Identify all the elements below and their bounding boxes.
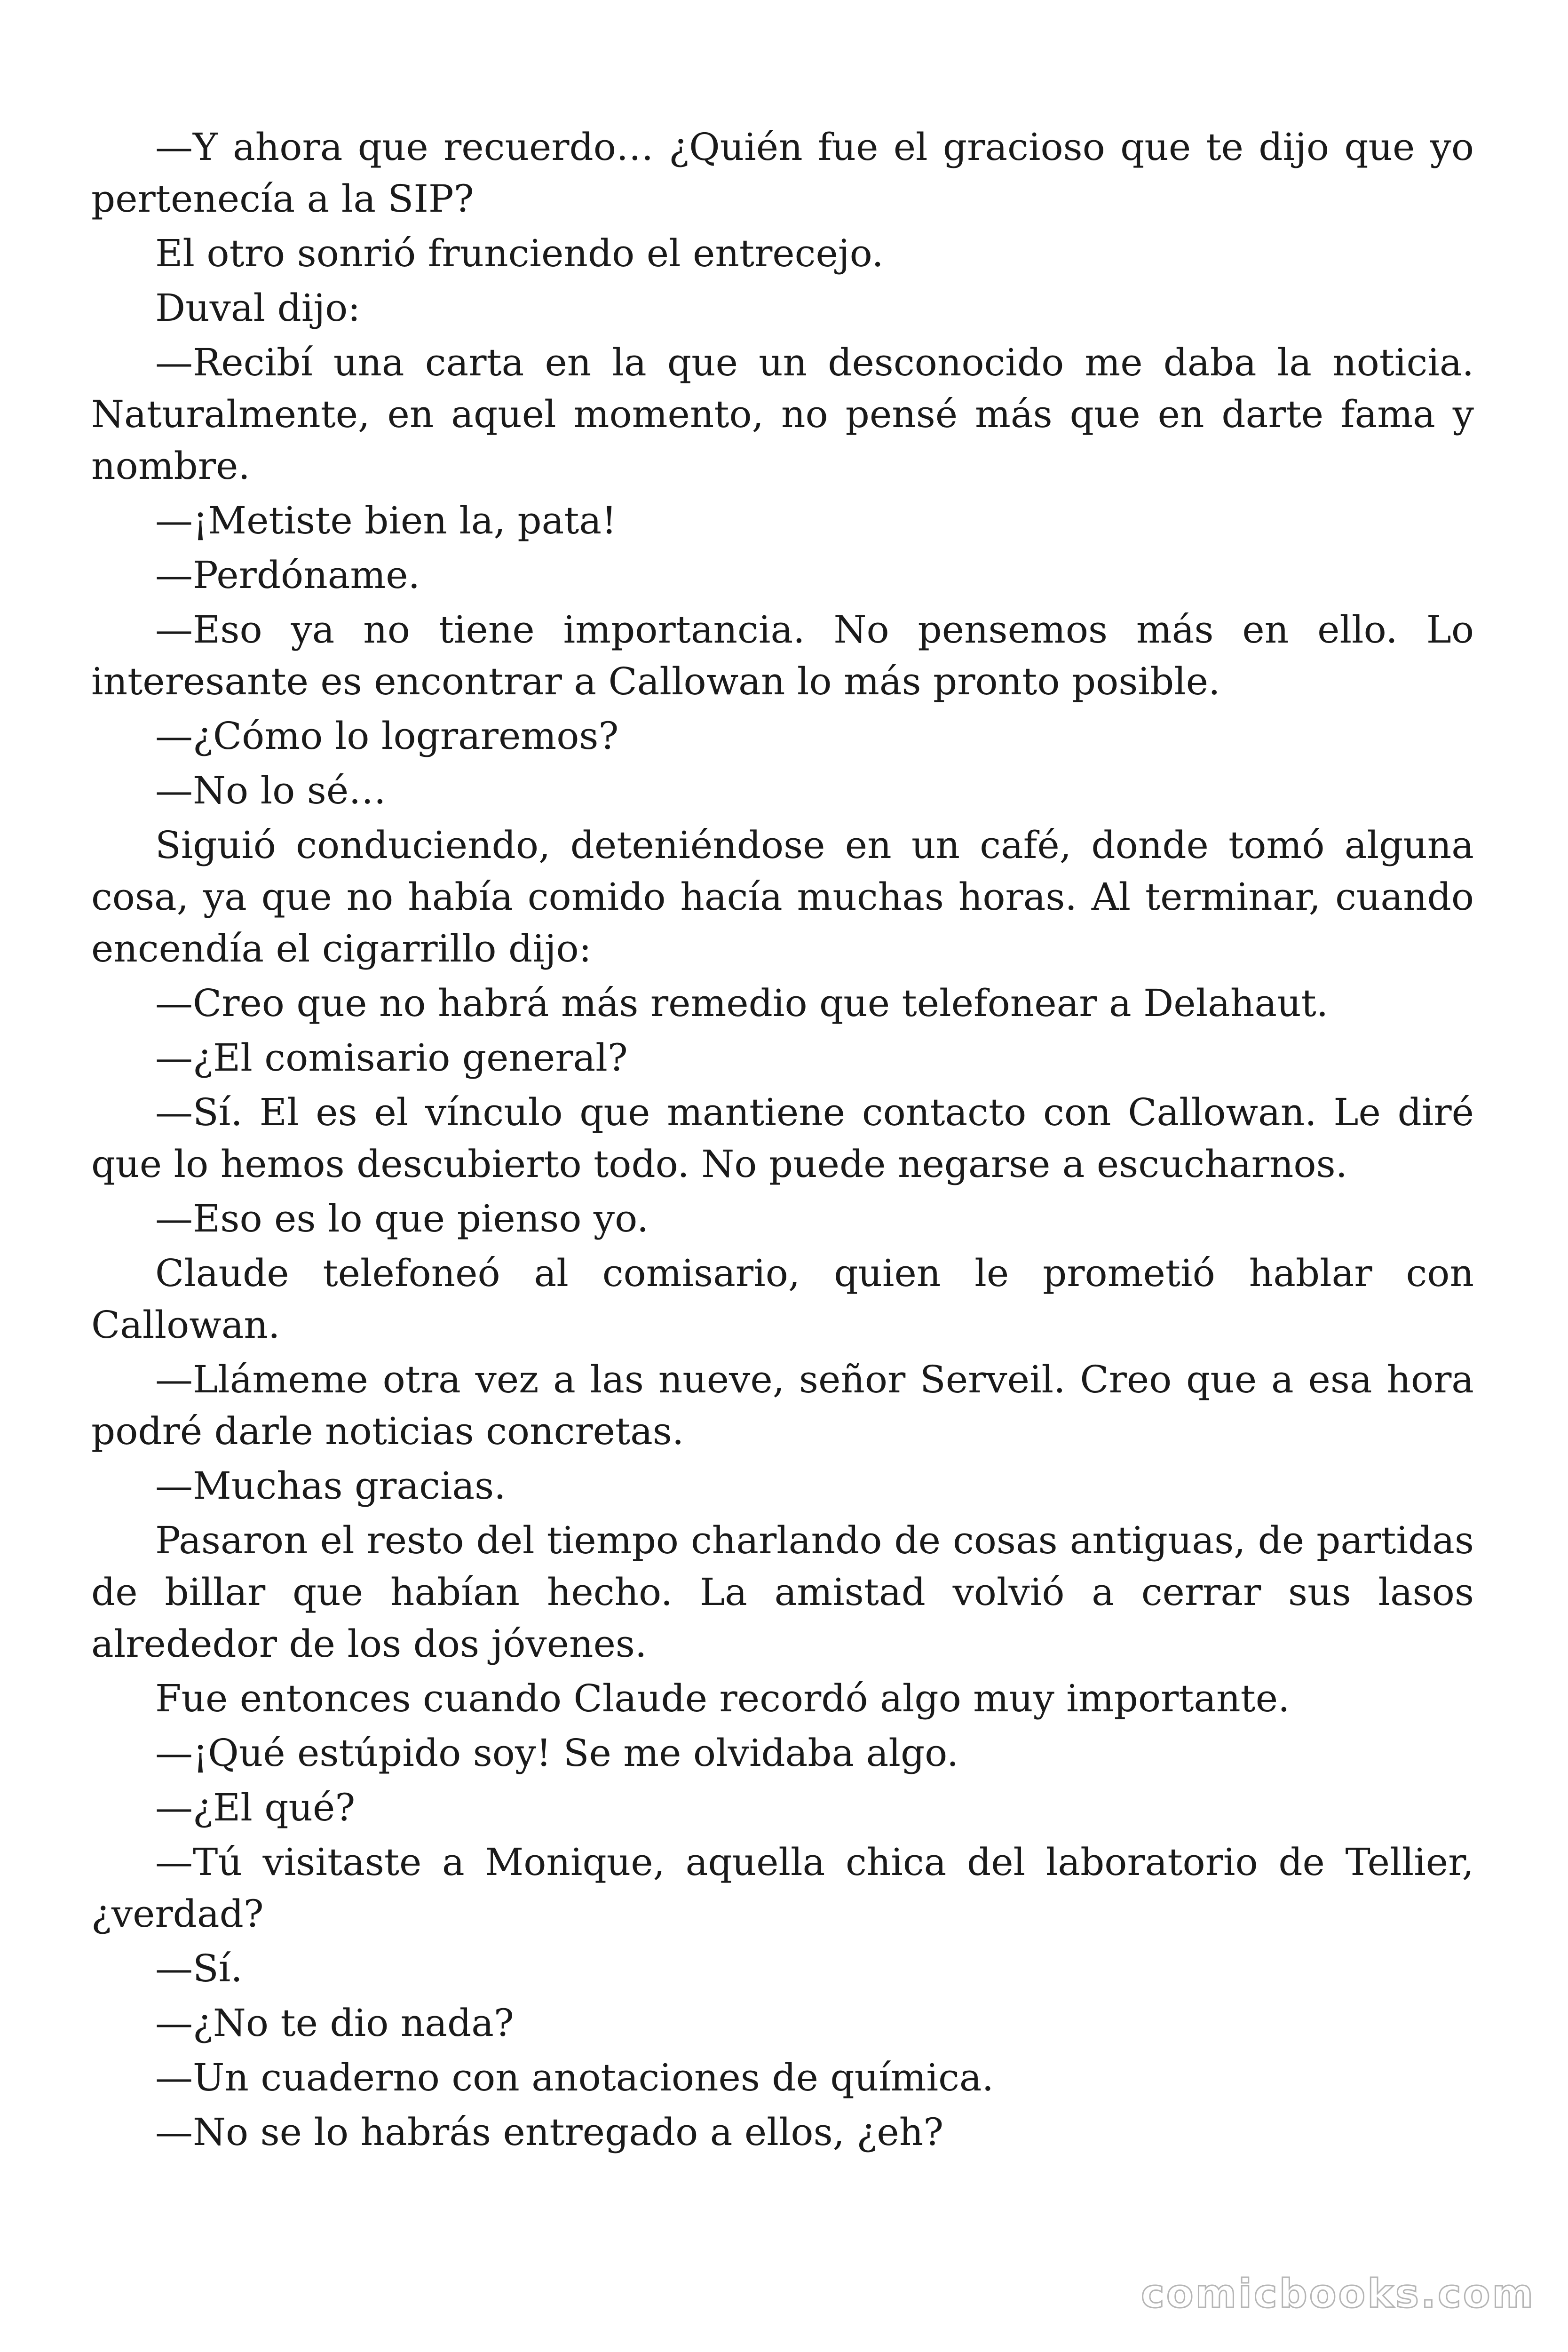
paragraph: —¿No te dio nada? — [155, 2001, 514, 2045]
paragraph: —Y ahora que recuerdo… ¿Quién fue el gracioso que te dijo que yo pertenecía a la SIP? — [91, 125, 1474, 221]
paragraph: —Perdóname. — [155, 553, 420, 597]
paragraph: —¿Cómo lo lograremos? — [155, 714, 619, 758]
paragraph: —¿El qué? — [155, 1786, 356, 1829]
paragraph: —Un cuaderno con anotaciones de química. — [155, 2056, 994, 2099]
paragraph: —Tú visitaste a Monique, aquella chica del laboratorio de Tellier, ¿verdad? — [91, 1840, 1474, 1936]
paragraph: —¡Metiste bien la, pata! — [155, 499, 617, 542]
paragraph: Claude telefoneó al comisario, quien le prometió hablar con Callowan. — [91, 1251, 1474, 1347]
paragraph: —Muchas gracias. — [155, 1464, 506, 1508]
page-text — [91, 121, 1474, 2161]
paragraph: —Sí. — [155, 1947, 243, 1990]
paragraph: —Eso ya no tiene importancia. No pensemos más en ello. Lo interesante es encontrar a Callowan lo más pronto posible. — [91, 608, 1474, 703]
paragraph: —No lo sé… — [155, 769, 387, 812]
paragraph: Siguió conduciendo, deteniéndose en un café, donde tomó alguna cosa, ya que no había comido hacía muchas horas. Al terminar, cuando encendía el cigarrillo dijo: — [91, 823, 1474, 970]
paragraph: —¡Qué estúpido soy! Se me olvidaba algo. — [155, 1731, 959, 1775]
paragraph: Fue entonces cuando Claude recordó algo muy importante. — [155, 1677, 1290, 1720]
watermark: comicbooks.com — [1141, 2271, 1535, 2317]
paragraph: —No se lo habrás entregado a ellos, ¿eh? — [155, 2110, 944, 2154]
paragraph: Duval dijo: — [155, 286, 361, 330]
paragraph: —Recibí una carta en la que un desconocido me daba la noticia. Naturalmente, en aquel momento, no pensé más que en darte fama y nombre. — [91, 341, 1474, 488]
paragraph: —Creo que no habrá más remedio que telefonear a Delahaut. — [155, 981, 1329, 1025]
paragraph: El otro sonrió frunciendo el entrecejo. — [155, 231, 884, 275]
paragraph: —Eso es lo que pienso yo. — [155, 1197, 649, 1240]
paragraph: —¿El comisario general? — [155, 1036, 628, 1080]
paragraph: —Llámeme otra vez a las nueve, señor Serveil. Creo que a esa hora podré darle noticias concretas. — [91, 1358, 1474, 1453]
paragraph: —Sí. El es el vínculo que mantiene contacto con Callowan. Le diré que lo hemos descubierto todo. No puede negarse a escucharnos. — [91, 1090, 1474, 1186]
paragraph: Pasaron el resto del tiempo charlando de cosas antiguas, de partidas de billar que habían hecho. La amistad volvió a cerrar sus lasos alrededor de los dos jóvenes. — [91, 1518, 1474, 1666]
